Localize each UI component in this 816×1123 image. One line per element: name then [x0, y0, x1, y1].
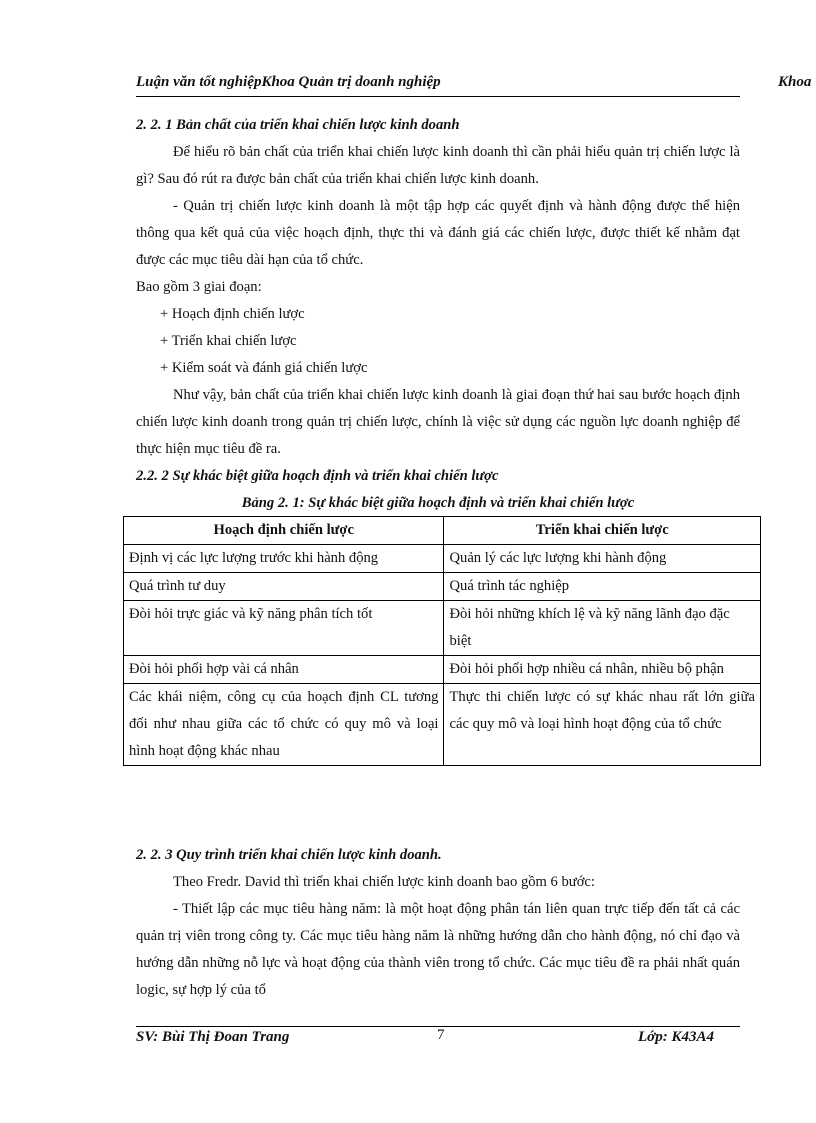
table-row [124, 601, 761, 656]
table-header-row [124, 517, 761, 545]
paragraph: Theo Fredr. David thì triển khai chiến lược kinh doanh bao gồm 6 bước: [173, 874, 595, 890]
table-row [124, 573, 761, 601]
header-title: Luận văn tốt nghiệpKhoa Quản trị doanh nghiệp [136, 74, 441, 90]
table-cell: Đòi hỏi trực giác và kỹ năng phân tích tốt [124, 601, 444, 656]
paragraph: Như vậy, bản chất của triển khai chiến lược kinh doanh là giai đoạn thứ hai sau bước hoạch định chiến lược kinh doanh trong quản trị chiến lược, chính là việc sử dụng các nguồn lực doanh nghiệp để thực hiện mục tiêu đề ra. [136, 387, 740, 457]
section-heading: 2. 2. 3 Quy trình triển khai chiến lược kinh doanh. [136, 847, 442, 863]
table-row [124, 684, 761, 766]
table-cell: Đòi hỏi phối hợp vài cá nhân [124, 656, 444, 684]
paragraph: - Quản trị chiến lược kinh doanh là một tập hợp các quyết định và hành động được thể hiện thông qua kết quả của việc hoạch định, thực thi và đánh giá các chiến lược, được thiết kế nhằm đạt được các mục tiêu dài hạn của tổ chức. [136, 198, 740, 268]
table-cell: Đòi hỏi những khích lệ và kỹ năng lãnh đạo đặc biệt [444, 601, 761, 656]
list-item: + Hoạch định chiến lược [160, 306, 305, 322]
table-cell: Đòi hỏi phối hợp nhiều cá nhân, nhiều bộ phận [444, 656, 761, 684]
paragraph: Để hiểu rõ bản chất của triển khai chiến lược kinh doanh thì cần phải hiểu quản trị chiến lược là gì? Sau đó rút ra được bản chất của triển khai chiến lược kinh doanh. [136, 144, 740, 187]
paragraph: - Thiết lập các mục tiêu hàng năm: là một hoạt động phân tán liên quan trực tiếp đến tất cả các quản trị viên trong công ty. Các mục tiêu hàng năm là những hướng dẫn cho hành động, nó chỉ đạo và hướng dẫn những nỗ lực và hoạt động của thành viên trong tổ chức. Các mục tiêu đề ra phải nhất quán logic, sự hợp lý của tổ [136, 901, 740, 998]
table-cell: Quản lý các lực lượng khi hành động [444, 545, 761, 573]
list-item: + Kiểm soát và đánh giá chiến lược [160, 360, 368, 376]
table-cell: Các khái niệm, công cụ của hoạch định CL tương đối như nhau giữa các tổ chức có quy mô và loại hình hoạt động khác nhau [124, 684, 444, 766]
table-header-cell: Hoạch định chiến lược [124, 517, 444, 545]
list-item: + Triển khai chiến lược [160, 333, 297, 349]
section-heading: 2. 2. 1 Bản chất của triển khai chiến lược kinh doanh [136, 117, 460, 133]
table-cell: Quá trình tư duy [124, 573, 444, 601]
table-row [124, 545, 761, 573]
table-cell: Quá trình tác nghiệp [444, 573, 761, 601]
comparison-table [123, 516, 761, 766]
header-rule [136, 96, 740, 97]
page-number: 7 [437, 1027, 445, 1043]
section-3 [136, 842, 740, 1004]
table-cell: Thực thi chiến lược có sự khác nhau rất lớn giữa các quy mô và loại hình hoạt động của tổ chức [444, 684, 761, 766]
table-header-cell: Triển khai chiến lược [444, 517, 761, 545]
header-right-text: Khoa [778, 74, 812, 90]
table-caption: Bảng 2. 1: Sự khác biệt giữa hoạch định và triển khai chiến lược [241, 495, 635, 511]
footer-student: SV: Bùi Thị Đoan Trang [136, 1029, 290, 1045]
table-cell: Định vị các lực lượng trước khi hành động [124, 545, 444, 573]
paragraph: Bao gồm 3 giai đoạn: [136, 279, 262, 295]
table-row [124, 656, 761, 684]
section-heading: 2.2. 2 Sự khác biệt giữa hoạch định và triển khai chiến lược [136, 468, 499, 484]
footer-class: Lớp: K43A4 [638, 1029, 714, 1045]
section-1 [136, 112, 740, 517]
